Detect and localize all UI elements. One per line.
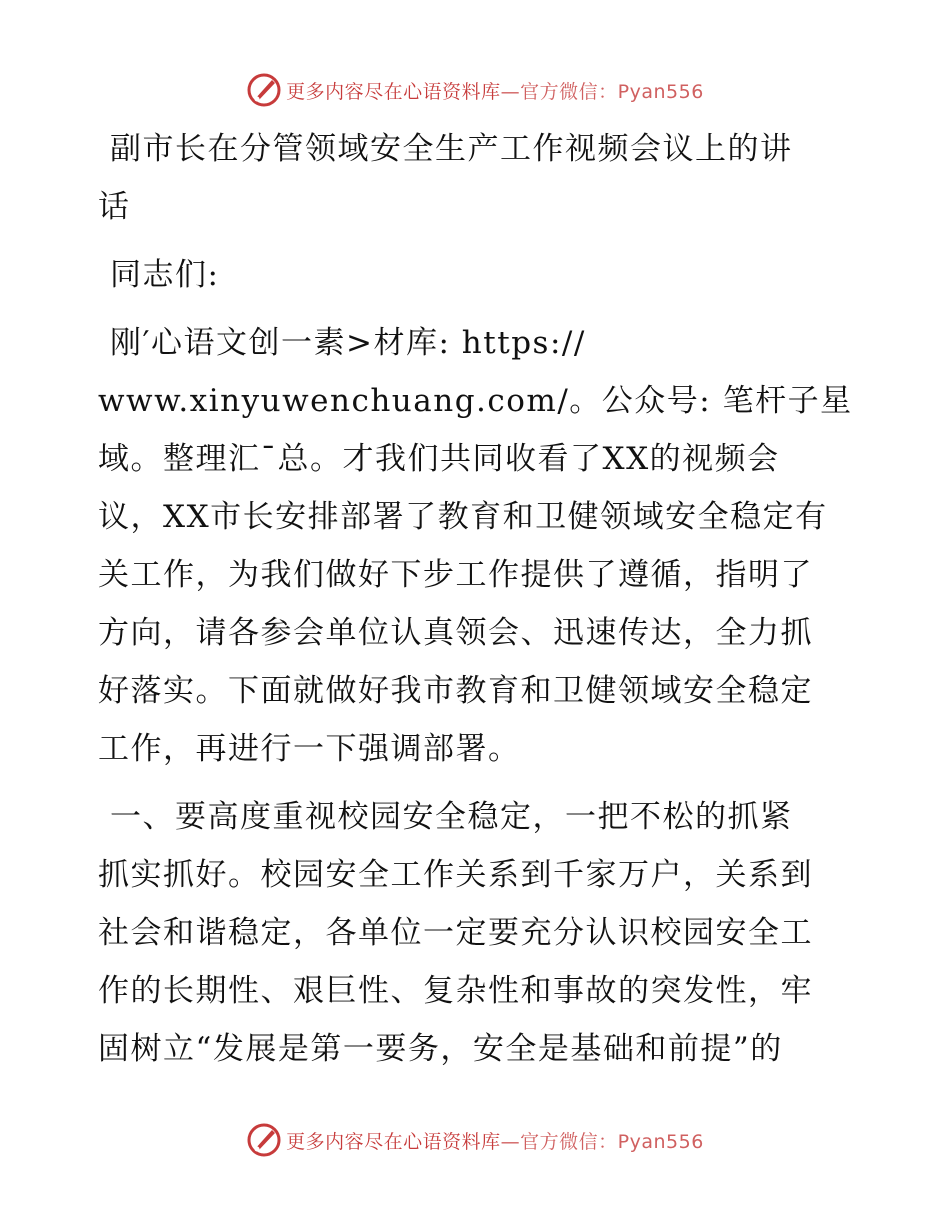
paragraph-1-line: www.xinyuwenchuang.com/。公众号: 笔杆子星 bbox=[98, 383, 853, 419]
banner-main-text: 更多内容尽在心语资料库 bbox=[286, 1130, 501, 1153]
paragraph-1-line: 好落实。下面就做好我市教育和卫健领域安全稳定 bbox=[98, 673, 813, 709]
banner-sub-text: —官方微信：Pyan556 bbox=[500, 1130, 704, 1153]
quill-logo-icon bbox=[246, 1122, 282, 1158]
paragraph-2 bbox=[98, 788, 858, 1078]
title-line-2: 话 bbox=[98, 189, 131, 225]
paragraph-1-line: 关工作，为我们做好下步工作提供了遵循，指明了 bbox=[98, 557, 813, 593]
paragraph-1-line: 工作，再进行一下强调部署。 bbox=[98, 731, 521, 767]
greeting: 同志们: bbox=[110, 257, 220, 293]
paragraph-1-line: 刚′心语文创一素>材库: https:// bbox=[110, 325, 586, 361]
paragraph-1-line: 议，XX市长安排部署了教育和卫健领域安全稳定有 bbox=[98, 499, 828, 535]
footer-banner bbox=[0, 1118, 950, 1162]
header-banner bbox=[0, 68, 950, 112]
paragraph-2-line: 作的长期性、艰巨性、复杂性和事故的突发性，牢 bbox=[98, 973, 813, 1009]
banner-sub-text: —官方微信：Pyan556 bbox=[500, 80, 704, 103]
paragraph-2-line: 抓实抓好。校园安全工作关系到千家万户，关系到 bbox=[98, 857, 813, 893]
paragraph-2-line: 社会和谐稳定，各单位一定要充分认识校园安全工 bbox=[98, 915, 813, 951]
paragraph-2-line: 固树立“发展是第一要务，安全是基础和前提”的 bbox=[98, 1031, 783, 1067]
banner-main-text: 更多内容尽在心语资料库 bbox=[286, 80, 501, 103]
paragraph-1-line: 域。整理汇¯总。才我们共同收看了XX的视频会 bbox=[98, 441, 780, 477]
paragraph-2-line: 一、要高度重视校园安全稳定，一把不松的抓紧 bbox=[110, 799, 793, 835]
quill-logo-icon bbox=[246, 72, 282, 108]
paragraph-1 bbox=[98, 314, 858, 778]
title-line-1: 副市长在分管领域安全生产工作视频会议上的讲 bbox=[110, 131, 793, 167]
document-body bbox=[98, 120, 858, 1078]
paragraph-1-line: 方向，请各参会单位认真领会、迅速传达，全力抓 bbox=[98, 615, 813, 651]
